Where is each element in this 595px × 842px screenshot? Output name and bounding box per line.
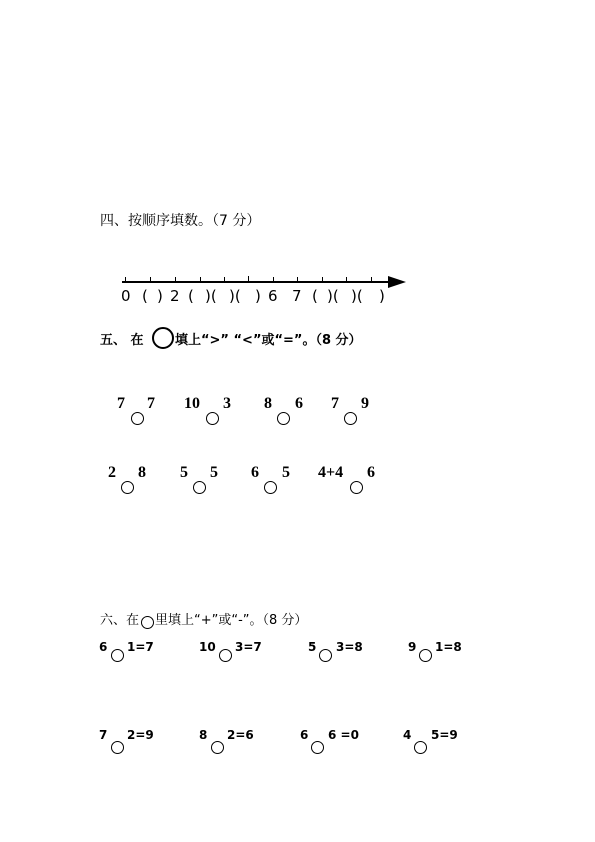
section6-heading-suffix: 里填上“+”或“-”。（8 分） bbox=[155, 613, 308, 628]
compare-left: 8 bbox=[264, 395, 272, 412]
equation-right: 1=7 bbox=[127, 640, 154, 654]
tick bbox=[346, 277, 347, 282]
compare-right: 3 bbox=[223, 395, 231, 412]
compare-right: 8 bbox=[138, 464, 146, 481]
equation-left: 6 bbox=[300, 728, 309, 742]
answer-circle-icon bbox=[152, 327, 174, 349]
tick bbox=[297, 277, 298, 282]
section6-heading-prefix: 六、在 bbox=[100, 613, 140, 628]
equation-right: 3=8 bbox=[336, 640, 363, 654]
compare-circle[interactable] bbox=[206, 412, 219, 425]
number-line-axis bbox=[122, 281, 392, 283]
compare-circle[interactable] bbox=[344, 412, 357, 425]
compare-circle[interactable] bbox=[277, 412, 290, 425]
compare-right: 5 bbox=[210, 464, 218, 481]
compare-right: 6 bbox=[295, 395, 303, 412]
number-line-arrow bbox=[388, 276, 406, 288]
section4-heading: 四、按顺序填数。（7 分） bbox=[100, 213, 261, 229]
compare-left: 2 bbox=[108, 464, 116, 481]
number-line-label: )( bbox=[205, 287, 217, 305]
tick bbox=[125, 277, 126, 282]
operator-circle[interactable] bbox=[414, 741, 427, 754]
number-line-label: ) bbox=[379, 287, 385, 305]
tick bbox=[273, 277, 274, 282]
operator-circle[interactable] bbox=[311, 741, 324, 754]
equation-right: 5=9 bbox=[431, 728, 458, 742]
equation-left: 5 bbox=[308, 640, 317, 654]
compare-circle[interactable] bbox=[121, 481, 134, 494]
equation-right: 2=6 bbox=[227, 728, 254, 742]
number-line-label: ( bbox=[142, 287, 148, 305]
operator-circle[interactable] bbox=[319, 649, 332, 662]
compare-left: 6 bbox=[251, 464, 259, 481]
equation-right: 3=7 bbox=[235, 640, 262, 654]
operator-circle[interactable] bbox=[211, 741, 224, 754]
number-line-label: ) bbox=[157, 287, 163, 305]
tick bbox=[248, 276, 249, 282]
compare-right: 5 bbox=[282, 464, 290, 481]
equation-left: 9 bbox=[408, 640, 417, 654]
compare-right: 7 bbox=[147, 395, 155, 412]
number-line-label: 0 bbox=[121, 287, 131, 305]
number-line-label: 6 bbox=[268, 287, 278, 305]
compare-left: 4+4 bbox=[318, 464, 344, 481]
compare-right: 6 bbox=[367, 464, 375, 481]
tick bbox=[200, 277, 201, 282]
tick bbox=[322, 277, 323, 282]
section5-heading-suffix: 填上“>” “<”或“=”。（8 分） bbox=[175, 333, 362, 348]
compare-left: 7 bbox=[117, 395, 125, 412]
number-line-label: 7 bbox=[292, 287, 302, 305]
equation-right: 6 =0 bbox=[328, 728, 359, 742]
compare-left: 7 bbox=[331, 395, 339, 412]
equation-left: 4 bbox=[403, 728, 412, 742]
operator-circle[interactable] bbox=[419, 649, 432, 662]
compare-left: 5 bbox=[180, 464, 188, 481]
answer-circle-icon bbox=[141, 616, 154, 629]
number-line-label: )( bbox=[351, 287, 363, 305]
equation-left: 8 bbox=[199, 728, 208, 742]
equation-left: 10 bbox=[199, 640, 216, 654]
tick bbox=[224, 277, 225, 282]
equation-left: 7 bbox=[99, 728, 108, 742]
operator-circle[interactable] bbox=[111, 649, 124, 662]
number-line-label: )( bbox=[229, 287, 241, 305]
compare-circle[interactable] bbox=[350, 481, 363, 494]
compare-circle[interactable] bbox=[193, 481, 206, 494]
number-line-label: 2 bbox=[170, 287, 180, 305]
tick bbox=[175, 277, 176, 282]
equation-right: 2=9 bbox=[127, 728, 154, 742]
number-line-label: ) bbox=[255, 287, 261, 305]
operator-circle[interactable] bbox=[111, 741, 124, 754]
compare-right: 9 bbox=[361, 395, 369, 412]
number-line-label: ( bbox=[312, 287, 318, 305]
compare-circle[interactable] bbox=[131, 412, 144, 425]
number-line-label: ( bbox=[188, 287, 194, 305]
equation-left: 6 bbox=[99, 640, 108, 654]
tick bbox=[371, 277, 372, 282]
tick bbox=[150, 277, 151, 282]
section5-heading-prefix: 五、 在 bbox=[100, 333, 144, 348]
equation-right: 1=8 bbox=[435, 640, 462, 654]
compare-left: 10 bbox=[184, 395, 200, 412]
operator-circle[interactable] bbox=[219, 649, 232, 662]
number-line-label: )( bbox=[327, 287, 339, 305]
compare-circle[interactable] bbox=[264, 481, 277, 494]
